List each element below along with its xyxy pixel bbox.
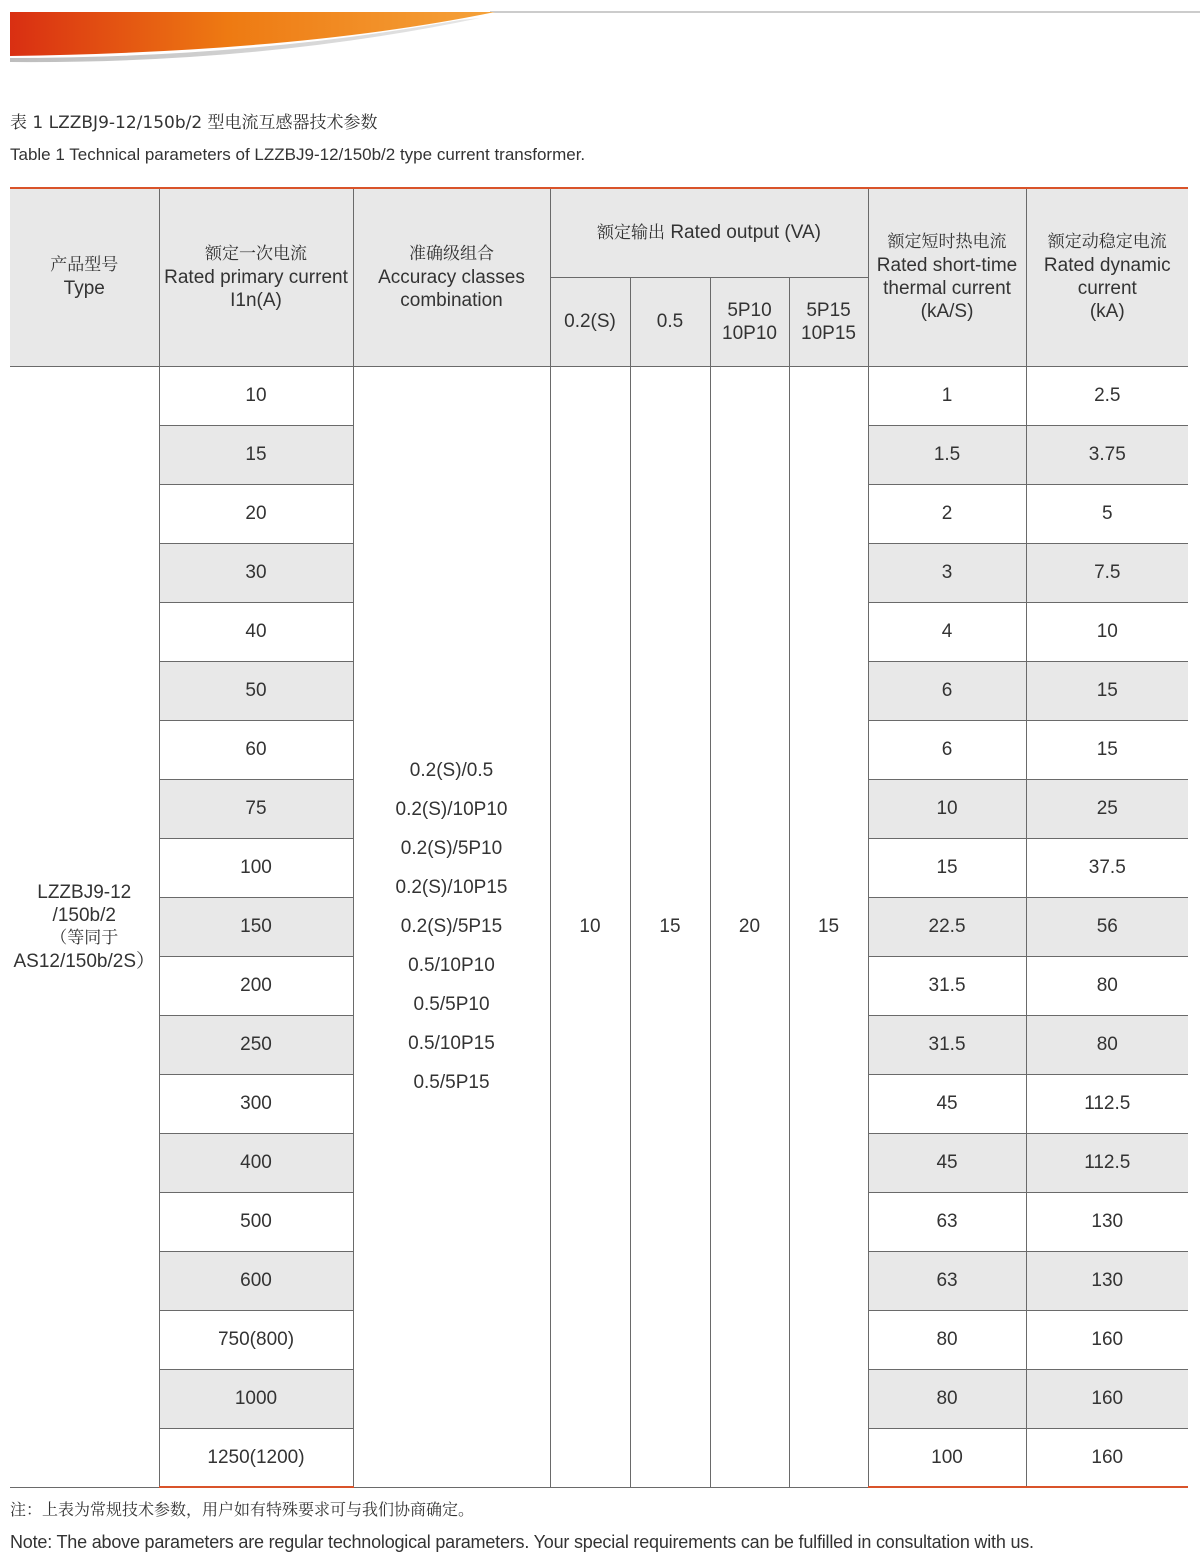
parameters-table bbox=[10, 187, 1188, 1488]
note-chinese: 注：上表为常规技术参数，用户如有特殊要求可与我们协商确定。 bbox=[10, 1500, 475, 1519]
thermal-current-cell: 22.5 bbox=[868, 897, 1026, 956]
primary-current-cell: 500 bbox=[159, 1192, 353, 1251]
header-output-02s: 0.2(S) bbox=[550, 277, 630, 366]
accuracy-class-item: 0.5/10P15 bbox=[408, 1033, 495, 1054]
table-body bbox=[10, 366, 1188, 1487]
table-header bbox=[10, 188, 1188, 366]
output-5p15-cell: 15 bbox=[789, 366, 868, 1487]
dynamic-current-cell: 160 bbox=[1026, 1369, 1188, 1428]
thermal-current-cell: 10 bbox=[868, 779, 1026, 838]
dynamic-current-cell: 160 bbox=[1026, 1428, 1188, 1487]
primary-current-cell: 40 bbox=[159, 602, 353, 661]
dynamic-current-cell: 130 bbox=[1026, 1251, 1188, 1310]
model-cell: LZZBJ9-12 /150b/2 （等同于 AS12/150b/2S） bbox=[10, 366, 159, 1487]
primary-current-cell: 300 bbox=[159, 1074, 353, 1133]
output-05-cell: 15 bbox=[630, 366, 710, 1487]
primary-current-cell: 10 bbox=[159, 366, 353, 425]
dynamic-current-cell: 80 bbox=[1026, 956, 1188, 1015]
dynamic-current-cell: 2.5 bbox=[1026, 366, 1188, 425]
thermal-current-cell: 3 bbox=[868, 543, 1026, 602]
accuracy-class-item: 0.2(S)/10P15 bbox=[395, 877, 508, 898]
primary-current-cell: 60 bbox=[159, 720, 353, 779]
accuracy-class-item: 0.2(S)/5P10 bbox=[400, 838, 503, 859]
primary-current-cell: 75 bbox=[159, 779, 353, 838]
primary-current-cell: 15 bbox=[159, 425, 353, 484]
thermal-current-cell: 63 bbox=[868, 1251, 1026, 1310]
dynamic-current-cell: 7.5 bbox=[1026, 543, 1188, 602]
primary-current-cell: 20 bbox=[159, 484, 353, 543]
primary-current-cell: 100 bbox=[159, 838, 353, 897]
primary-current-cell: 750(800) bbox=[159, 1310, 353, 1369]
dynamic-current-cell: 3.75 bbox=[1026, 425, 1188, 484]
thermal-current-cell: 1 bbox=[868, 366, 1026, 425]
thermal-current-cell: 1.5 bbox=[868, 425, 1026, 484]
accuracy-class-item: 0.2(S)/10P10 bbox=[395, 799, 508, 820]
accuracy-class-item: 0.5/5P15 bbox=[413, 1072, 490, 1093]
notes bbox=[10, 1497, 1034, 1555]
dynamic-current-cell: 112.5 bbox=[1026, 1133, 1188, 1192]
dynamic-current-cell: 112.5 bbox=[1026, 1074, 1188, 1133]
thermal-current-cell: 45 bbox=[868, 1133, 1026, 1192]
thermal-current-cell: 100 bbox=[868, 1428, 1026, 1487]
caption-chinese: 表 1 LZZBJ9-12/150b/2 型电流互感器技术参数 bbox=[10, 113, 378, 133]
accuracy-classes-cell bbox=[353, 366, 550, 1487]
primary-current-cell: 200 bbox=[159, 956, 353, 1015]
dynamic-current-cell: 5 bbox=[1026, 484, 1188, 543]
dynamic-current-cell: 15 bbox=[1026, 661, 1188, 720]
header-output-05: 0.5 bbox=[630, 277, 710, 366]
decorative-banner bbox=[0, 0, 1200, 70]
thermal-current-cell: 45 bbox=[868, 1074, 1026, 1133]
primary-current-cell: 400 bbox=[159, 1133, 353, 1192]
thermal-current-cell: 6 bbox=[868, 720, 1026, 779]
accuracy-class-item: 0.2(S)/5P15 bbox=[400, 916, 503, 937]
primary-current-cell: 30 bbox=[159, 543, 353, 602]
note-english: Note: The above parameters are regular technological parameters. Your special requirements can be fulfilled in consultation with us. bbox=[10, 1532, 1034, 1552]
dynamic-current-cell: 80 bbox=[1026, 1015, 1188, 1074]
primary-current-cell: 1000 bbox=[159, 1369, 353, 1428]
header-rated-output: 额定输出 Rated output (VA) bbox=[550, 188, 868, 277]
thermal-current-cell: 31.5 bbox=[868, 956, 1026, 1015]
thermal-current-cell: 80 bbox=[868, 1310, 1026, 1369]
thermal-current-cell: 31.5 bbox=[868, 1015, 1026, 1074]
primary-current-cell: 150 bbox=[159, 897, 353, 956]
header-type: 产品型号 Type bbox=[10, 188, 159, 366]
dynamic-current-cell: 56 bbox=[1026, 897, 1188, 956]
dynamic-current-cell: 160 bbox=[1026, 1310, 1188, 1369]
dynamic-current-cell: 25 bbox=[1026, 779, 1188, 838]
header-accuracy: 准确级组合 Accuracy classes combination bbox=[353, 188, 550, 366]
header-output-5p10: 5P10 10P10 bbox=[710, 277, 789, 366]
accuracy-class-item: 0.5/10P10 bbox=[408, 955, 495, 976]
dynamic-current-cell: 10 bbox=[1026, 602, 1188, 661]
header-dynamic-current: 额定动稳定电流 Rated dynamic current (kA) bbox=[1026, 188, 1188, 366]
thermal-current-cell: 15 bbox=[868, 838, 1026, 897]
dynamic-current-cell: 37.5 bbox=[1026, 838, 1188, 897]
table-row bbox=[10, 366, 1188, 425]
thermal-current-cell: 6 bbox=[868, 661, 1026, 720]
caption-english: Table 1 Technical parameters of LZZBJ9-12/150b/2 type current transformer. bbox=[10, 145, 586, 164]
thermal-current-cell: 2 bbox=[868, 484, 1026, 543]
dynamic-current-cell: 15 bbox=[1026, 720, 1188, 779]
header-output-5p15: 5P15 10P15 bbox=[789, 277, 868, 366]
dynamic-current-cell: 130 bbox=[1026, 1192, 1188, 1251]
primary-current-cell: 1250(1200) bbox=[159, 1428, 353, 1487]
table-caption bbox=[10, 110, 585, 168]
thermal-current-cell: 63 bbox=[868, 1192, 1026, 1251]
header-primary-current: 额定一次电流 Rated primary current I1n(A) bbox=[159, 188, 353, 366]
thermal-current-cell: 80 bbox=[868, 1369, 1026, 1428]
output-5p10-cell: 20 bbox=[710, 366, 789, 1487]
accuracy-class-item: 0.5/5P10 bbox=[413, 994, 490, 1015]
primary-current-cell: 600 bbox=[159, 1251, 353, 1310]
accuracy-class-item: 0.2(S)/0.5 bbox=[409, 760, 494, 781]
thermal-current-cell: 4 bbox=[868, 602, 1026, 661]
output-02s-cell: 10 bbox=[550, 366, 630, 1487]
primary-current-cell: 50 bbox=[159, 661, 353, 720]
primary-current-cell: 250 bbox=[159, 1015, 353, 1074]
header-thermal-current: 额定短时热电流 Rated short-time thermal current (kA/S) bbox=[868, 188, 1026, 366]
